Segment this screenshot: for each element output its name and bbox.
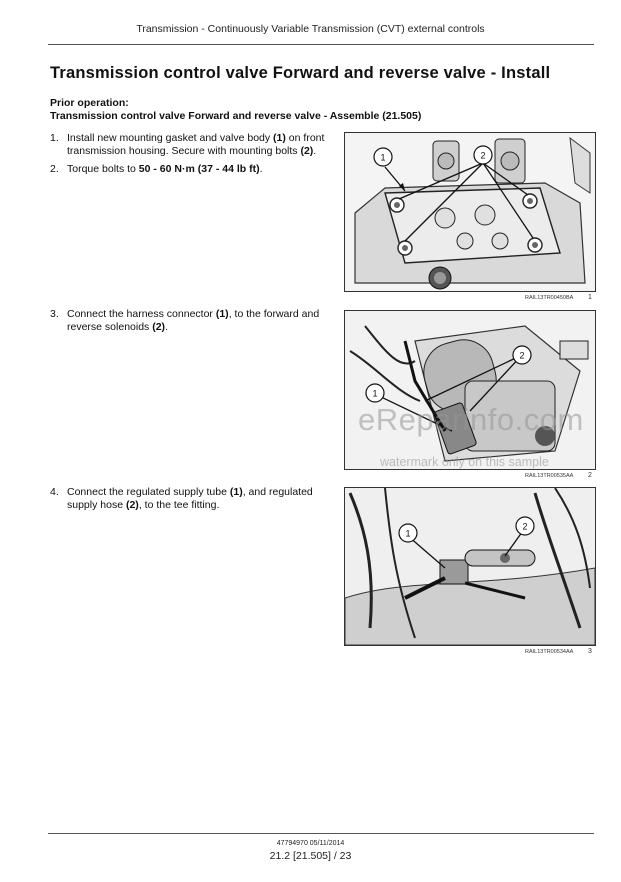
footer-rule bbox=[48, 833, 594, 834]
callout-1: 1 bbox=[372, 388, 378, 399]
prior-operation-link[interactable]: Transmission control valve Forward and reverse valve - Assemble (21.505) bbox=[50, 110, 422, 122]
step-4 bbox=[50, 486, 330, 512]
watermark-note: watermark only on this sample bbox=[380, 455, 549, 469]
callout-2: 2 bbox=[480, 150, 486, 161]
header-rule bbox=[48, 44, 594, 45]
harness-connector-illustration bbox=[345, 311, 595, 469]
valve-body-illustration bbox=[345, 133, 595, 291]
figure-code: RAIL13TR00535AA bbox=[525, 473, 574, 479]
step-text: Connect the regulated supply tube (1), and regulated supply hose (2), to the tee fitting. bbox=[67, 486, 313, 511]
figure-3-supply-tube bbox=[344, 487, 596, 646]
step-number: 3. bbox=[50, 308, 59, 320]
step-number: 4. bbox=[50, 486, 59, 498]
supply-tube-illustration bbox=[345, 488, 595, 645]
figure-number: 2 bbox=[588, 472, 592, 479]
section-title: Transmission control valve Forward and reverse valve - Install bbox=[50, 64, 551, 82]
step-text: Connect the harness connector (1), to the forward and reverse solenoids (2). bbox=[67, 308, 320, 333]
step-1 bbox=[50, 132, 330, 158]
step-text: Torque bolts to 50 - 60 N·m (37 - 44 lb ft). bbox=[67, 163, 263, 175]
figure-number: 3 bbox=[588, 648, 592, 655]
step-3 bbox=[50, 308, 330, 334]
figure-code: RAIL13TR00450BA bbox=[525, 295, 574, 301]
figure-2-harness-connector bbox=[344, 310, 596, 470]
prior-operation-label: Prior operation: bbox=[50, 97, 129, 109]
step-2 bbox=[50, 163, 330, 176]
step-number: 1. bbox=[50, 132, 59, 144]
figure-number: 1 bbox=[588, 294, 592, 301]
footer-page-number: 21.2 [21.505] / 23 bbox=[269, 850, 352, 862]
callout-2: 2 bbox=[519, 350, 525, 361]
step-number: 2. bbox=[50, 163, 59, 175]
page-header: Transmission - Continuously Variable Transmission (CVT) external controls bbox=[136, 23, 485, 35]
figure-code: RAIL13TR00534AA bbox=[525, 649, 574, 655]
figure-1-valve-body bbox=[344, 132, 596, 292]
callout-2: 2 bbox=[522, 521, 528, 532]
watermark-site: eReparinfo.com bbox=[358, 402, 584, 437]
callout-1: 1 bbox=[405, 528, 411, 539]
step-text: Install new mounting gasket and valve body (1) on front transmission housing. Secure with mounting bolts (2). bbox=[67, 132, 325, 157]
footer-doc-id: 47794970 05/11/2014 bbox=[276, 840, 345, 847]
callout-1: 1 bbox=[380, 152, 386, 163]
